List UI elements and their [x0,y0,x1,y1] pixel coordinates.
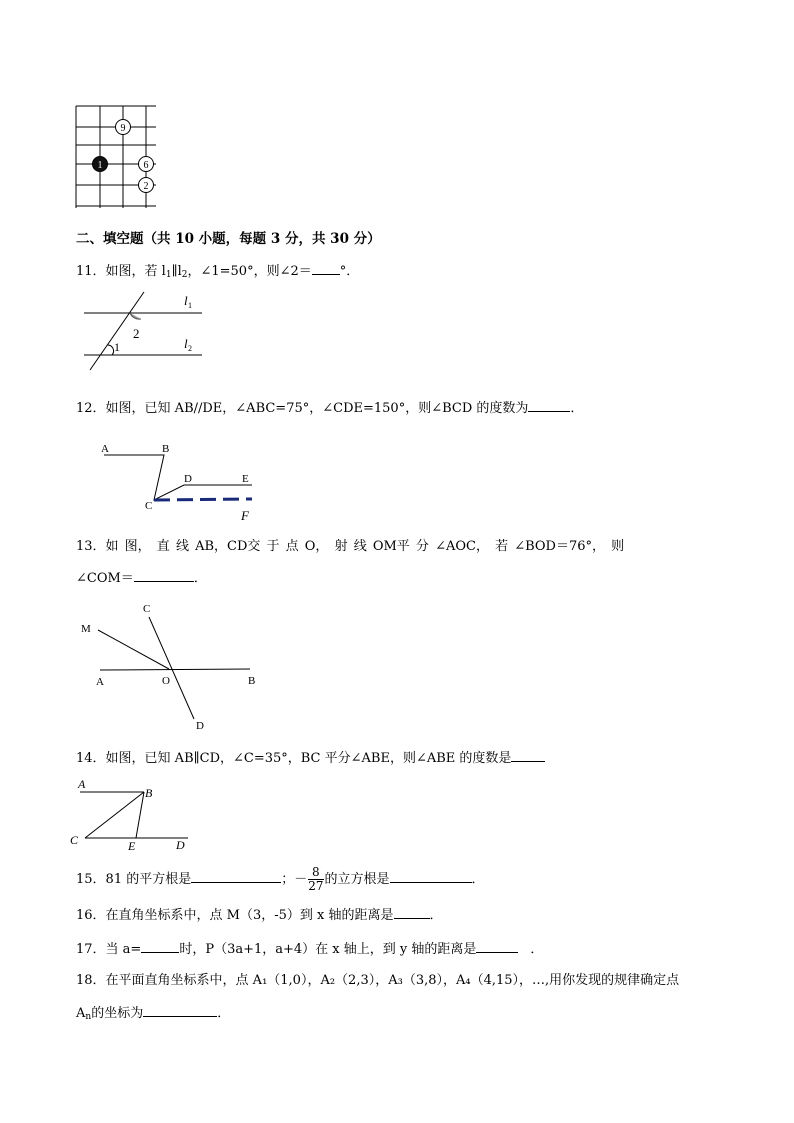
go-board-figure [70,100,160,210]
svg-text:A: A [78,777,86,791]
answer-blank-18[interactable] [143,1004,217,1017]
figure-q14 [68,776,198,852]
svg-text:l: l [184,336,188,351]
figure-q12 [96,440,266,525]
svg-text:B: B [162,443,170,455]
answer-blank-15b[interactable] [390,870,472,883]
question-11: 11．如图，若 $l_1\parallel l_2$，∠1=50°，则∠2＝ °． [76,264,360,280]
svg-text:2: 2 [133,326,140,341]
svg-text:6: 6 [143,160,149,171]
stone-2 [139,178,154,193]
question-18-line2: $A_n$的坐标为 ． [76,1006,231,1022]
svg-text:A: A [101,443,109,455]
svg-text:2: 2 [188,344,192,353]
answer-blank-14[interactable] [511,749,545,762]
question-14: 14．如图，已知 AB∥CD，∠C=35°，BC 平分∠ABE，则∠ABE 的度数是 [76,749,545,768]
figure-q13 [76,600,276,735]
answer-blank-16[interactable] [394,906,430,919]
svg-text:E: E [242,473,249,485]
svg-text:1: 1 [188,301,192,310]
fraction-8-27: $\frac{8}{27}$ [308,865,324,893]
answer-blank-11[interactable] [312,262,340,275]
svg-text:9: 9 [120,123,126,134]
svg-text:1: 1 [97,160,103,171]
question-13-line2: ∠COM＝ ． [76,571,207,586]
section-heading: 二、填空题（共 10 小题，每题 3 分，共 30 分） [76,231,381,247]
svg-text:A: A [96,676,104,688]
question-13-line1: 13．如 图， 直 线 AB，CD交 于 点 O， 射 线 OM平 分 ∠AOC， 若 ∠BOD＝76°， 则 [76,539,625,554]
svg-text:C: C [145,500,153,512]
question-12: 12．如图，已知 AB//DE，∠ABC=75°，∠CDE=150°，则∠BCD 的度数为 ． [76,401,584,416]
answer-blank-17a[interactable] [141,940,179,953]
svg-text:E: E [128,839,136,852]
svg-text:F: F [241,508,249,523]
svg-text:C: C [143,603,151,615]
stone-9 [116,120,131,135]
svg-text:M: M [81,623,91,635]
stone-1 [93,157,108,172]
svg-text:1: 1 [114,340,120,354]
answer-blank-15a[interactable] [191,870,281,883]
stone-6 [139,157,154,172]
figure-q11 [78,288,208,372]
svg-text:B: B [248,675,256,687]
svg-text:B: B [145,786,153,800]
question-16: 16．在直角坐标系中，点 M（3，-5）到 x 轴的距离是 ． [76,908,443,923]
svg-text:D: D [184,473,192,485]
svg-text:O: O [162,675,170,687]
svg-text:l: l [184,293,188,308]
answer-blank-13[interactable] [134,569,194,582]
answer-blank-17b[interactable] [476,940,518,953]
svg-text:D: D [196,720,204,732]
question-18-line1: 18．在平面直角坐标系中，点 A₁（1,0），A₂（2,3），A₃（3,8），A₄（4,15），…,用你发现的规律确定点 [76,973,680,988]
question-15: 15．81 的平方根是 ；－ $\frac{8}{27}$ 的立方根是 ． [76,865,485,893]
svg-text:C: C [70,833,79,847]
question-17: 17．当 a= 时，P（3a+1，a+4）在 x 轴上，到 y 轴的距离是 ． [76,942,544,957]
svg-text:D: D [176,838,185,852]
svg-text:2: 2 [143,181,149,192]
answer-blank-12[interactable] [528,399,570,412]
